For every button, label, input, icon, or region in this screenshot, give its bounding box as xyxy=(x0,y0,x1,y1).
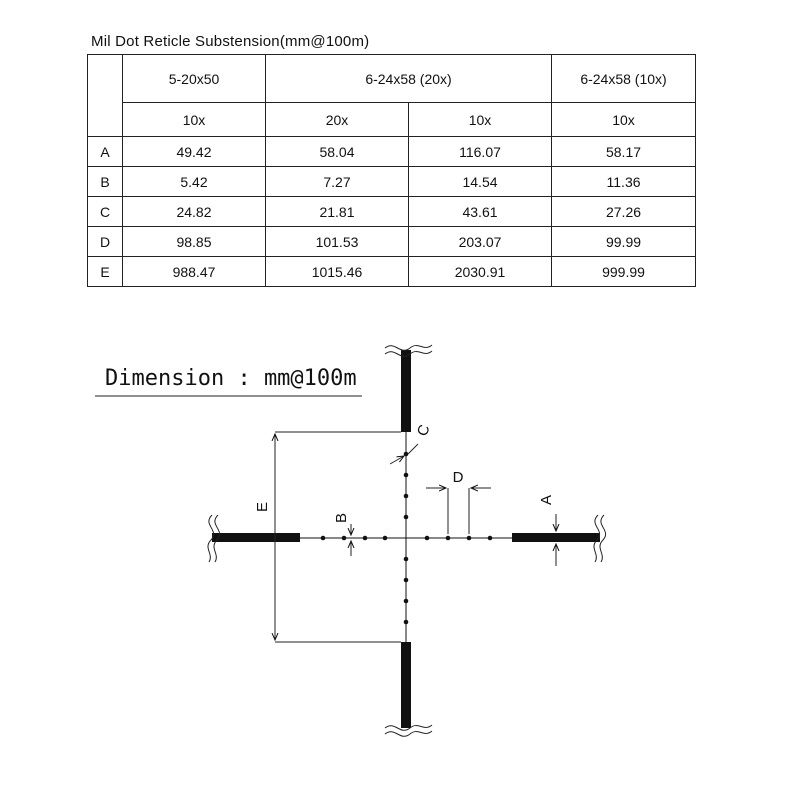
cell: 49.42 xyxy=(123,137,266,167)
left-break-mark xyxy=(208,515,214,562)
top-break-mark xyxy=(385,345,432,350)
cell: 1015.46 xyxy=(266,257,409,287)
cell: 99.99 xyxy=(552,227,696,257)
marker-b: B xyxy=(333,512,350,524)
dimension-label: Dimension : mm@100m xyxy=(105,366,357,391)
cell: 14.54 xyxy=(409,167,552,197)
row-label: A xyxy=(88,137,123,167)
cell: 11.36 xyxy=(552,167,696,197)
mag-header: 10x xyxy=(409,103,552,137)
cell: 2030.91 xyxy=(409,257,552,287)
group-header-5-20x50: 5-20x50 xyxy=(123,55,266,103)
mag-header: 10x xyxy=(552,103,696,137)
mag-header: 10x xyxy=(123,103,266,137)
group-header-6-24x58-10x: 6-24x58 (10x) xyxy=(552,55,696,103)
cell: 116.07 xyxy=(409,137,552,167)
cell: 43.61 xyxy=(409,197,552,227)
row-label: D xyxy=(88,227,123,257)
row-label: E xyxy=(88,257,123,287)
cell: 24.82 xyxy=(123,197,266,227)
group-header-6-24x58-20x: 6-24x58 (20x) xyxy=(266,55,552,103)
right-post xyxy=(512,533,600,542)
cell: 5.42 xyxy=(123,167,266,197)
cell: 58.17 xyxy=(552,137,696,167)
cell: 21.81 xyxy=(266,197,409,227)
marker-e: E xyxy=(254,501,271,513)
bottom-post xyxy=(401,642,411,728)
cell: 988.47 xyxy=(123,257,266,287)
table-title: Mil Dot Reticle Substension(mm@100m) xyxy=(91,33,370,50)
cell: 101.53 xyxy=(266,227,409,257)
mag-header: 20x xyxy=(266,103,409,137)
left-post xyxy=(212,533,300,542)
row-label: C xyxy=(88,197,123,227)
top-post xyxy=(401,350,411,432)
dimension-d xyxy=(426,488,491,534)
cell: 203.07 xyxy=(409,227,552,257)
marker-a: A xyxy=(538,494,555,506)
cell: 999.99 xyxy=(552,257,696,287)
cell: 58.04 xyxy=(266,137,409,167)
row-label: B xyxy=(88,167,123,197)
marker-c: C xyxy=(413,422,434,439)
right-break-mark xyxy=(600,515,606,562)
bottom-break-mark xyxy=(385,731,432,736)
marker-d: D xyxy=(452,469,464,486)
cell: 7.27 xyxy=(266,167,409,197)
cell: 27.26 xyxy=(552,197,696,227)
cell: 98.85 xyxy=(123,227,266,257)
